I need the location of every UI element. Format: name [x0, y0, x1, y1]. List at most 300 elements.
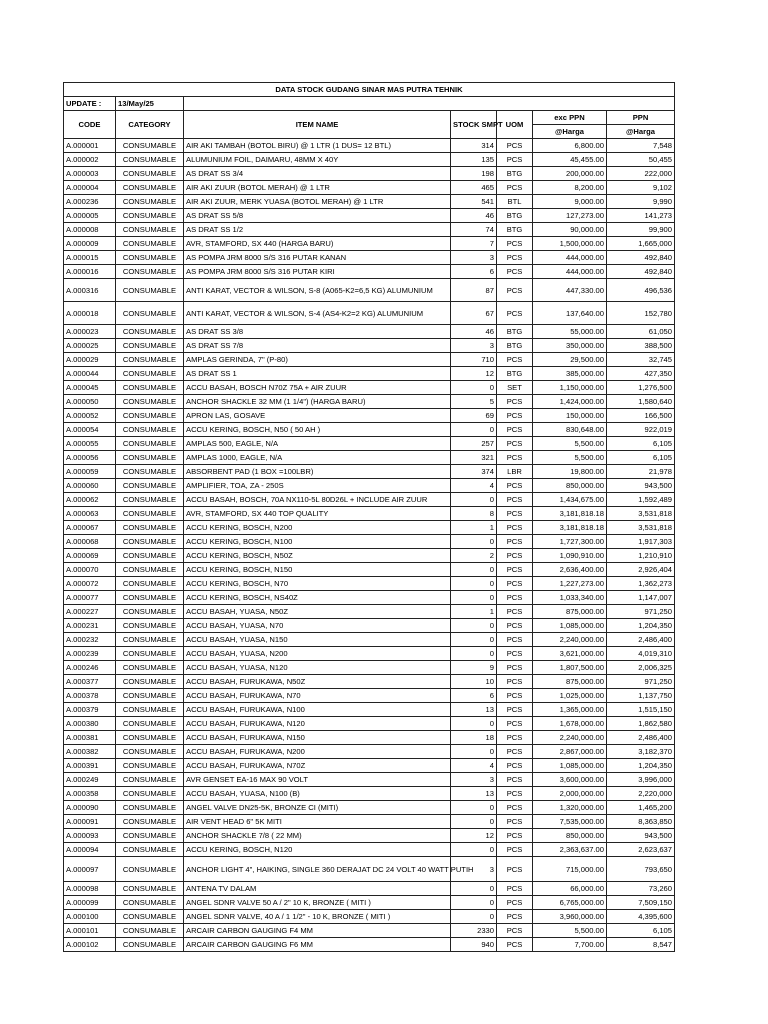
cell-code: A.000069 — [64, 549, 116, 563]
cell-item-name: ACCU BASAH, YUASA, N70 — [184, 619, 451, 633]
cell-price-exc-ppn: 5,500.00 — [533, 437, 607, 451]
table-row — [64, 381, 675, 395]
cell-price-exc-ppn: 6,765,000.00 — [533, 896, 607, 910]
cell-uom: PCS — [497, 153, 533, 167]
cell-uom: PCS — [497, 689, 533, 703]
cell-uom: PCS — [497, 181, 533, 195]
cell-uom: PCS — [497, 265, 533, 279]
cell-category: CONSUMABLE — [116, 465, 184, 479]
cell-uom: PCS — [497, 237, 533, 251]
cell-price-exc-ppn: 715,000.00 — [533, 857, 607, 882]
cell-stock: 0 — [451, 815, 497, 829]
cell-category: CONSUMABLE — [116, 910, 184, 924]
cell-code: A.000009 — [64, 237, 116, 251]
cell-stock: 87 — [451, 279, 497, 302]
cell-uom: PCS — [497, 139, 533, 153]
cell-price-exc-ppn: 127,273.00 — [533, 209, 607, 223]
cell-category: CONSUMABLE — [116, 153, 184, 167]
cell-price-exc-ppn: 2,867,000.00 — [533, 745, 607, 759]
cell-price-exc-ppn: 1,434,675.00 — [533, 493, 607, 507]
cell-price-ppn: 492,840 — [607, 251, 675, 265]
cell-price-ppn: 971,250 — [607, 675, 675, 689]
cell-code: A.000101 — [64, 924, 116, 938]
cell-stock: 135 — [451, 153, 497, 167]
cell-price-exc-ppn: 1,807,500.00 — [533, 661, 607, 675]
cell-stock: 0 — [451, 591, 497, 605]
cell-uom: BTG — [497, 325, 533, 339]
cell-code: A.000056 — [64, 451, 116, 465]
cell-item-name: AS POMPA JRM 8000 S/S 316 PUTAR KANAN — [184, 251, 451, 265]
cell-stock: 12 — [451, 367, 497, 381]
cell-stock: 0 — [451, 381, 497, 395]
cell-uom: PCS — [497, 896, 533, 910]
cell-item-name: ACCU BASAH, YUASA, N120 — [184, 661, 451, 675]
table-row — [64, 605, 675, 619]
table-row — [64, 675, 675, 689]
cell-price-exc-ppn: 2,636,400.00 — [533, 563, 607, 577]
cell-code: A.000090 — [64, 801, 116, 815]
header-item-name: ITEM NAME — [184, 111, 451, 139]
cell-stock: 7 — [451, 237, 497, 251]
cell-price-ppn: 6,105 — [607, 924, 675, 938]
cell-code: A.000381 — [64, 731, 116, 745]
cell-uom: BTG — [497, 367, 533, 381]
cell-item-name: AS DRAT SS 3/8 — [184, 325, 451, 339]
cell-stock: 0 — [451, 423, 497, 437]
cell-code: A.000052 — [64, 409, 116, 423]
cell-item-name: ACCU BASAH, FURUKAWA, N200 — [184, 745, 451, 759]
cell-code: A.000227 — [64, 605, 116, 619]
cell-code: A.000015 — [64, 251, 116, 265]
cell-code: A.000382 — [64, 745, 116, 759]
cell-category: CONSUMABLE — [116, 829, 184, 843]
table-row — [64, 465, 675, 479]
cell-code: A.000077 — [64, 591, 116, 605]
cell-code: A.000072 — [64, 577, 116, 591]
cell-price-ppn: 4,019,310 — [607, 647, 675, 661]
cell-price-exc-ppn: 6,800.00 — [533, 139, 607, 153]
cell-stock: 5 — [451, 395, 497, 409]
cell-item-name: ACCU BASAH, YUASA, N200 — [184, 647, 451, 661]
table-row — [64, 563, 675, 577]
cell-price-exc-ppn: 2,000,000.00 — [533, 787, 607, 801]
cell-uom: PCS — [497, 703, 533, 717]
cell-price-exc-ppn: 444,000.00 — [533, 265, 607, 279]
cell-category: CONSUMABLE — [116, 265, 184, 279]
cell-category: CONSUMABLE — [116, 549, 184, 563]
cell-code: A.000025 — [64, 339, 116, 353]
cell-item-name: ACCU KERING, BOSCH, N70 — [184, 577, 451, 591]
cell-price-ppn: 1,862,580 — [607, 717, 675, 731]
cell-category: CONSUMABLE — [116, 237, 184, 251]
header-code: CODE — [64, 111, 116, 139]
cell-item-name: AMPLAS 500, EAGLE, N/A — [184, 437, 451, 451]
cell-price-exc-ppn: 447,330.00 — [533, 279, 607, 302]
cell-item-name: ARCAIR CARBON GAUGING F4 MM — [184, 924, 451, 938]
cell-stock: 198 — [451, 167, 497, 181]
cell-price-ppn: 6,105 — [607, 451, 675, 465]
cell-stock: 0 — [451, 633, 497, 647]
cell-item-name: ACCU BASAH, YUASA, N150 — [184, 633, 451, 647]
cell-stock: 0 — [451, 745, 497, 759]
table-row — [64, 857, 675, 882]
cell-stock: 0 — [451, 493, 497, 507]
cell-uom: PCS — [497, 479, 533, 493]
cell-price-exc-ppn: 137,640.00 — [533, 302, 607, 325]
cell-category: CONSUMABLE — [116, 882, 184, 896]
cell-stock: 0 — [451, 910, 497, 924]
cell-category: CONSUMABLE — [116, 703, 184, 717]
cell-code: A.000062 — [64, 493, 116, 507]
cell-category: CONSUMABLE — [116, 843, 184, 857]
table-row — [64, 302, 675, 325]
cell-item-name: ACCU KERING, BOSCH, NS40Z — [184, 591, 451, 605]
cell-price-exc-ppn: 29,500.00 — [533, 353, 607, 367]
cell-price-exc-ppn: 3,621,000.00 — [533, 647, 607, 661]
cell-item-name: AS DRAT SS 1/2 — [184, 223, 451, 237]
table-row — [64, 619, 675, 633]
cell-uom: BTG — [497, 167, 533, 181]
cell-stock: 0 — [451, 563, 497, 577]
cell-item-name: ANTI KARAT, VECTOR & WILSON, S-4 (AS4-K2=2 KG) ALUMUNIUM — [184, 302, 451, 325]
cell-stock: 314 — [451, 139, 497, 153]
cell-category: CONSUMABLE — [116, 759, 184, 773]
cell-stock: 74 — [451, 223, 497, 237]
cell-item-name: AVR GENSET EA-16 MAX 90 VOLT — [184, 773, 451, 787]
cell-code: A.000093 — [64, 829, 116, 843]
cell-uom: SET — [497, 381, 533, 395]
cell-code: A.000097 — [64, 857, 116, 882]
update-spacer — [184, 97, 675, 111]
table-row — [64, 353, 675, 367]
cell-price-exc-ppn: 7,535,000.00 — [533, 815, 607, 829]
cell-price-ppn: 1,204,350 — [607, 759, 675, 773]
table-row — [64, 451, 675, 465]
cell-stock: 46 — [451, 209, 497, 223]
cell-category: CONSUMABLE — [116, 815, 184, 829]
cell-category: CONSUMABLE — [116, 521, 184, 535]
cell-stock: 69 — [451, 409, 497, 423]
cell-stock: 0 — [451, 577, 497, 591]
cell-category: CONSUMABLE — [116, 731, 184, 745]
cell-item-name: ANGEL SDNR VALVE, 40 A / 1 1/2" - 10 K, BRONZE ( MITI ) — [184, 910, 451, 924]
cell-price-exc-ppn: 45,455.00 — [533, 153, 607, 167]
cell-stock: 8 — [451, 507, 497, 521]
cell-stock: 13 — [451, 787, 497, 801]
cell-price-ppn: 2,220,000 — [607, 787, 675, 801]
cell-code: A.000001 — [64, 139, 116, 153]
cell-price-ppn: 7,548 — [607, 139, 675, 153]
cell-code: A.000099 — [64, 896, 116, 910]
cell-price-ppn: 1,362,273 — [607, 577, 675, 591]
cell-category: CONSUMABLE — [116, 773, 184, 787]
cell-price-ppn: 1,665,000 — [607, 237, 675, 251]
cell-item-name: AIR VENT HEAD 6" 5K MITI — [184, 815, 451, 829]
table-row — [64, 181, 675, 195]
table-row — [64, 167, 675, 181]
cell-price-ppn: 3,531,818 — [607, 507, 675, 521]
cell-category: CONSUMABLE — [116, 801, 184, 815]
cell-code: A.000380 — [64, 717, 116, 731]
cell-category: CONSUMABLE — [116, 717, 184, 731]
cell-category: CONSUMABLE — [116, 339, 184, 353]
table-row — [64, 409, 675, 423]
cell-code: A.000003 — [64, 167, 116, 181]
cell-item-name: ACCU KERING, BOSCH, N150 — [184, 563, 451, 577]
cell-price-ppn: 1,917,303 — [607, 535, 675, 549]
cell-uom: PCS — [497, 591, 533, 605]
cell-code: A.000378 — [64, 689, 116, 703]
update-row — [64, 97, 675, 111]
cell-category: CONSUMABLE — [116, 675, 184, 689]
cell-price-ppn: 21,978 — [607, 465, 675, 479]
cell-uom: PCS — [497, 409, 533, 423]
cell-item-name: ACCU BASAH, FURUKAWA, N70Z — [184, 759, 451, 773]
cell-stock: 0 — [451, 647, 497, 661]
cell-category: CONSUMABLE — [116, 507, 184, 521]
cell-uom: PCS — [497, 717, 533, 731]
cell-item-name: ANGEL SDNR VALVE 50 A / 2" 10 K, BRONZE ( MITI ) — [184, 896, 451, 910]
cell-stock: 12 — [451, 829, 497, 843]
cell-category: CONSUMABLE — [116, 633, 184, 647]
cell-item-name: ACCU KERING, BOSCH, N50 ( 50 AH ) — [184, 423, 451, 437]
table-row — [64, 139, 675, 153]
cell-price-exc-ppn: 875,000.00 — [533, 675, 607, 689]
cell-code: A.000004 — [64, 181, 116, 195]
cell-code: A.000008 — [64, 223, 116, 237]
cell-uom: PCS — [497, 251, 533, 265]
cell-item-name: ACCU BASAH, FURUKAWA, N150 — [184, 731, 451, 745]
table-row — [64, 265, 675, 279]
cell-uom: BTG — [497, 339, 533, 353]
cell-stock: 0 — [451, 801, 497, 815]
cell-code: A.000050 — [64, 395, 116, 409]
table-row — [64, 209, 675, 223]
cell-item-name: ANCHOR LIGHT 4", HAIKING, SINGLE 360 DERAJAT DC 24 VOLT 40 WATT PUTIH — [184, 857, 451, 882]
cell-uom: PCS — [497, 773, 533, 787]
cell-price-ppn: 1,210,910 — [607, 549, 675, 563]
cell-stock: 0 — [451, 843, 497, 857]
cell-code: A.000054 — [64, 423, 116, 437]
cell-stock: 374 — [451, 465, 497, 479]
cell-uom: PCS — [497, 437, 533, 451]
cell-category: CONSUMABLE — [116, 381, 184, 395]
cell-price-ppn: 152,780 — [607, 302, 675, 325]
header-uom: UOM — [497, 111, 533, 139]
cell-stock: 940 — [451, 938, 497, 952]
cell-price-ppn: 7,509,150 — [607, 896, 675, 910]
cell-price-ppn: 3,996,000 — [607, 773, 675, 787]
cell-price-ppn: 141,273 — [607, 209, 675, 223]
cell-item-name: ACCU BASAH, YUASA, N50Z — [184, 605, 451, 619]
cell-item-name: ANCHOR SHACKLE 7/8 ( 22 MM) — [184, 829, 451, 843]
cell-item-name: ACCU BASAH, YUASA, N100 (B) — [184, 787, 451, 801]
cell-uom: PCS — [497, 675, 533, 689]
table-row — [64, 661, 675, 675]
cell-price-ppn: 9,102 — [607, 181, 675, 195]
table-row — [64, 815, 675, 829]
cell-code: A.000060 — [64, 479, 116, 493]
cell-price-exc-ppn: 5,500.00 — [533, 924, 607, 938]
table-row — [64, 910, 675, 924]
cell-price-exc-ppn: 1,150,000.00 — [533, 381, 607, 395]
cell-uom: PCS — [497, 353, 533, 367]
cell-price-exc-ppn: 1,678,000.00 — [533, 717, 607, 731]
cell-uom: PCS — [497, 563, 533, 577]
cell-price-ppn: 2,486,400 — [607, 731, 675, 745]
cell-item-name: ACCU BASAH, FURUKAWA, N50Z — [184, 675, 451, 689]
table-row — [64, 223, 675, 237]
cell-category: CONSUMABLE — [116, 857, 184, 882]
cell-price-ppn: 2,926,404 — [607, 563, 675, 577]
stock-table — [63, 82, 675, 952]
cell-price-ppn: 388,500 — [607, 339, 675, 353]
cell-code: A.000070 — [64, 563, 116, 577]
cell-stock: 1 — [451, 521, 497, 535]
cell-category: CONSUMABLE — [116, 577, 184, 591]
cell-price-ppn: 6,105 — [607, 437, 675, 451]
cell-code: A.000091 — [64, 815, 116, 829]
table-row — [64, 647, 675, 661]
cell-category: CONSUMABLE — [116, 896, 184, 910]
cell-item-name: ANTENA TV DALAM — [184, 882, 451, 896]
table-row — [64, 633, 675, 647]
cell-price-exc-ppn: 1,320,000.00 — [533, 801, 607, 815]
cell-item-name: ABSORBENT PAD (1 BOX =100LBR) — [184, 465, 451, 479]
cell-code: A.000377 — [64, 675, 116, 689]
cell-price-ppn: 8,547 — [607, 938, 675, 952]
table-row — [64, 896, 675, 910]
cell-price-exc-ppn: 1,227,273.00 — [533, 577, 607, 591]
cell-category: CONSUMABLE — [116, 563, 184, 577]
cell-category: CONSUMABLE — [116, 353, 184, 367]
cell-uom: PCS — [497, 759, 533, 773]
cell-price-exc-ppn: 55,000.00 — [533, 325, 607, 339]
table-row — [64, 493, 675, 507]
table-row — [64, 437, 675, 451]
cell-code: A.000358 — [64, 787, 116, 801]
cell-code: A.000029 — [64, 353, 116, 367]
cell-code: A.000044 — [64, 367, 116, 381]
cell-code: A.000231 — [64, 619, 116, 633]
cell-item-name: AIR AKI TAMBAH (BOTOL BIRU) @ 1 LTR (1 DUS= 12 BTL) — [184, 139, 451, 153]
cell-item-name: ACCU BASAH, BOSCH, 70A NX110-5L 80D26L + INCLUDE AIR ZUUR — [184, 493, 451, 507]
table-row — [64, 549, 675, 563]
table-row — [64, 535, 675, 549]
cell-item-name: AVR, STAMFORD, SX 440 TOP QUALITY — [184, 507, 451, 521]
table-row — [64, 577, 675, 591]
cell-item-name: ARCAIR CARBON GAUGING F6 MM — [184, 938, 451, 952]
cell-item-name: ACCU BASAH, FURUKAWA, N120 — [184, 717, 451, 731]
cell-price-ppn: 943,500 — [607, 829, 675, 843]
cell-uom: PCS — [497, 302, 533, 325]
cell-price-exc-ppn: 2,240,000.00 — [533, 731, 607, 745]
cell-code: A.000239 — [64, 647, 116, 661]
cell-uom: PCS — [497, 605, 533, 619]
cell-category: CONSUMABLE — [116, 139, 184, 153]
table-row — [64, 325, 675, 339]
sheet-title: DATA STOCK GUDANG SINAR MAS PUTRA TEHNIK — [64, 83, 675, 97]
cell-code: A.000249 — [64, 773, 116, 787]
cell-uom: PCS — [497, 745, 533, 759]
table-row — [64, 717, 675, 731]
cell-code: A.000100 — [64, 910, 116, 924]
cell-price-exc-ppn: 1,033,340.00 — [533, 591, 607, 605]
cell-uom: PCS — [497, 843, 533, 857]
cell-stock: 257 — [451, 437, 497, 451]
cell-category: CONSUMABLE — [116, 367, 184, 381]
table-row — [64, 339, 675, 353]
table-row — [64, 773, 675, 787]
cell-price-ppn: 166,500 — [607, 409, 675, 423]
cell-price-exc-ppn: 830,648.00 — [533, 423, 607, 437]
table-row — [64, 801, 675, 815]
cell-price-exc-ppn: 90,000.00 — [533, 223, 607, 237]
cell-price-ppn: 1,137,750 — [607, 689, 675, 703]
cell-code: A.000059 — [64, 465, 116, 479]
table-row — [64, 237, 675, 251]
cell-code: A.000063 — [64, 507, 116, 521]
cell-item-name: ACCU BASAH, BOSCH N70Z 75A + AIR ZUUR — [184, 381, 451, 395]
cell-uom: PCS — [497, 787, 533, 801]
cell-stock: 46 — [451, 325, 497, 339]
table-row — [64, 759, 675, 773]
cell-price-exc-ppn: 150,000.00 — [533, 409, 607, 423]
cell-category: CONSUMABLE — [116, 535, 184, 549]
cell-stock: 0 — [451, 717, 497, 731]
cell-code: A.000068 — [64, 535, 116, 549]
cell-code: A.000005 — [64, 209, 116, 223]
cell-stock: 6 — [451, 265, 497, 279]
cell-price-exc-ppn: 2,240,000.00 — [533, 633, 607, 647]
cell-code: A.000316 — [64, 279, 116, 302]
cell-item-name: ACCU KERING, BOSCH, N50Z — [184, 549, 451, 563]
cell-price-exc-ppn: 385,000.00 — [533, 367, 607, 381]
cell-uom: PCS — [497, 938, 533, 952]
cell-price-ppn: 492,840 — [607, 265, 675, 279]
cell-item-name: AS POMPA JRM 8000 S/S 316 PUTAR KIRI — [184, 265, 451, 279]
cell-uom: LBR — [497, 465, 533, 479]
table-row — [64, 829, 675, 843]
cell-item-name: ALUMUNIUM FOIL, DAIMARU, 48MM X 40Y — [184, 153, 451, 167]
cell-stock: 465 — [451, 181, 497, 195]
update-date: 13/May/25 — [116, 97, 184, 111]
cell-uom: PCS — [497, 619, 533, 633]
cell-price-ppn: 496,536 — [607, 279, 675, 302]
table-row — [64, 279, 675, 302]
cell-code: A.000232 — [64, 633, 116, 647]
cell-price-ppn: 2,006,325 — [607, 661, 675, 675]
cell-uom: PCS — [497, 279, 533, 302]
cell-price-ppn: 8,363,850 — [607, 815, 675, 829]
cell-price-exc-ppn: 350,000.00 — [533, 339, 607, 353]
cell-item-name: AMPLAS 1000, EAGLE, N/A — [184, 451, 451, 465]
cell-price-exc-ppn: 200,000.00 — [533, 167, 607, 181]
cell-price-exc-ppn: 3,181,818.18 — [533, 507, 607, 521]
cell-category: CONSUMABLE — [116, 195, 184, 209]
header-exc-ppn: exc PPN — [533, 111, 607, 125]
cell-code: A.000246 — [64, 661, 116, 675]
update-label: UPDATE : — [64, 97, 116, 111]
cell-category: CONSUMABLE — [116, 325, 184, 339]
cell-category: CONSUMABLE — [116, 787, 184, 801]
cell-item-name: AIR AKI ZUUR, MERK YUASA (BOTOL MERAH) @ 1 LTR — [184, 195, 451, 209]
cell-category: CONSUMABLE — [116, 647, 184, 661]
table-row — [64, 843, 675, 857]
table-row — [64, 703, 675, 717]
cell-uom: PCS — [497, 507, 533, 521]
table-row — [64, 689, 675, 703]
